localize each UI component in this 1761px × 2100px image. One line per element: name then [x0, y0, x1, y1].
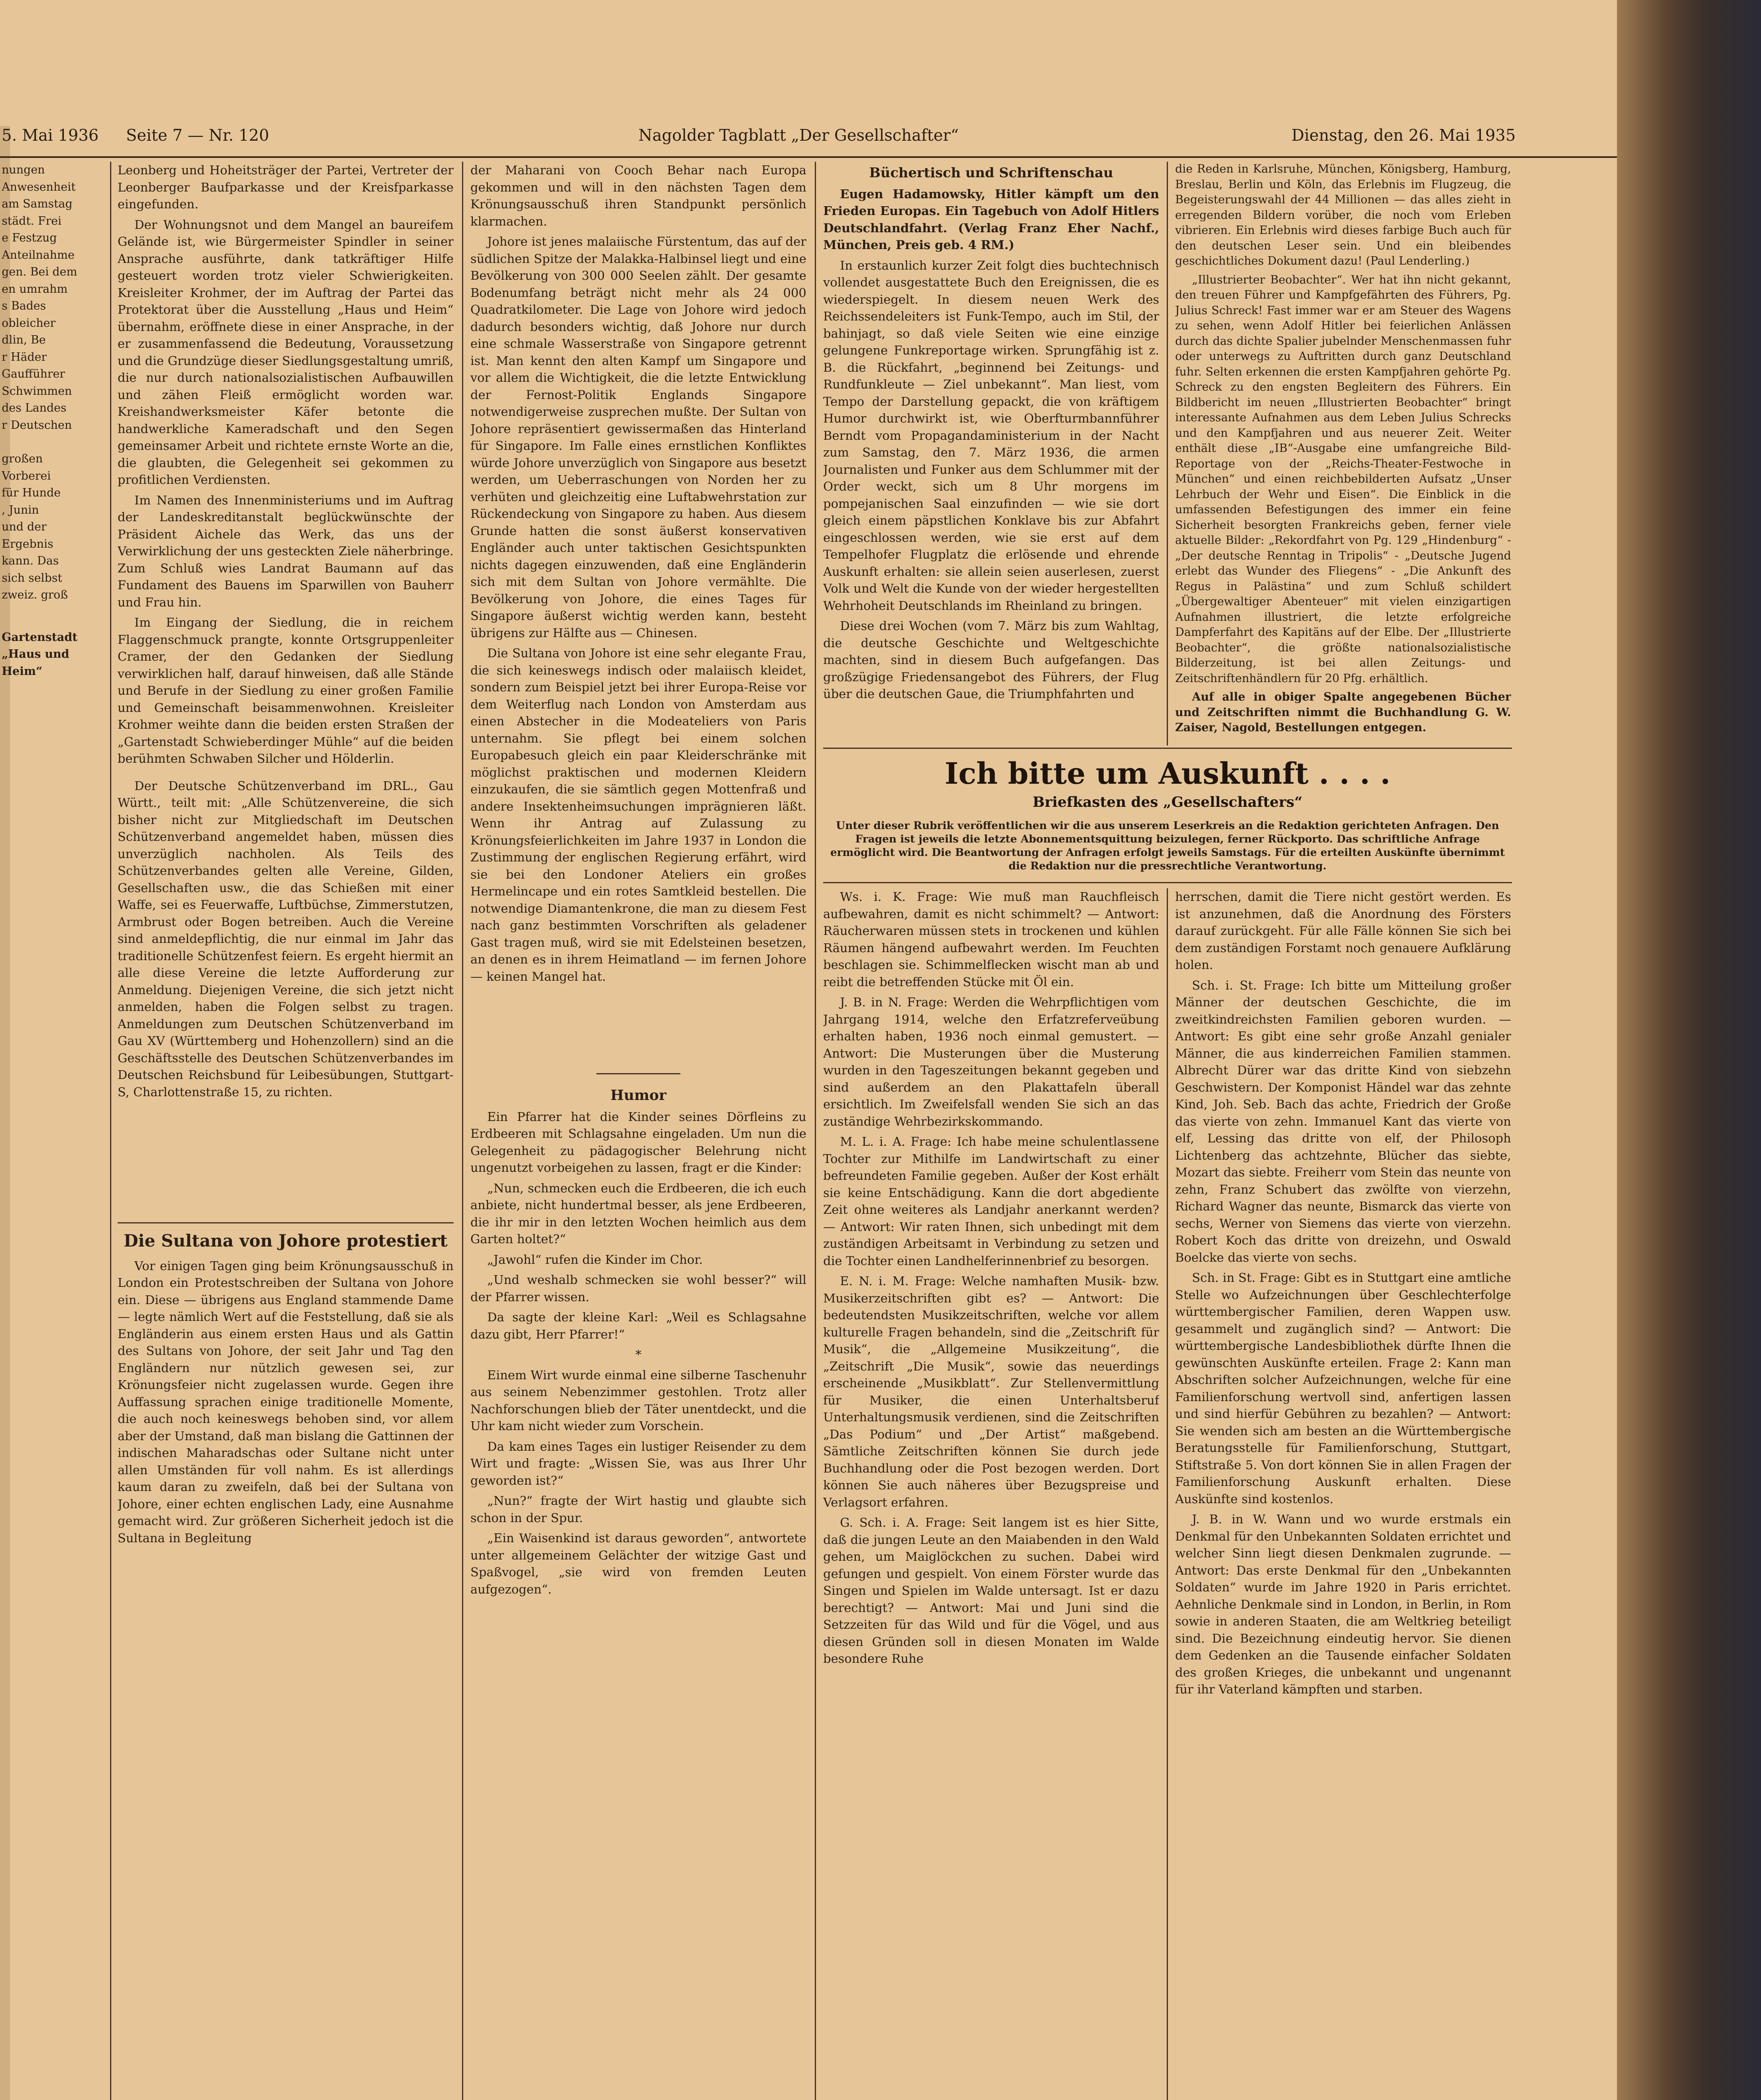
- column-1: [118, 162, 454, 1359]
- section-rule: [823, 882, 1512, 883]
- article-paragraph: „Illustrierter Beobachter“. Wer hat ihn nicht gekannt, den treuen Führer und Kampfgefährten des Führers, Pg. Julius Schreck! Fast immer war er am Steuer des Wagens zu sehen, wenn Adolf Hitler bei feierlichen Anlässen durch das dichte Spalier jubelnder Menschenmassen fuhr oder unterwegs zu Auftritten durch ganz Deutschland fuhr. Selten erkennen die ersten Kampfjahren gehörte Pg. Schreck zu den engsten Begleitern des Führers. Ein Bildbericht im neuen „Illustrierten Beobachter“ bringt interessante Aufnahmen aus dem Leben Julius Schrecks und den Kampfjahren und aus neuerer Zeit. Weiter enthält diese „IB“-Ausgabe eine umfangreiche Bild-Reportage von der „Reichs-Theater-Festwoche in München“ und einen reichbebilderten Aufsatz „Unser Lehrbuch der Wehr und Eisen“. Die Einblick in die umfassenden Befestigungen des immer ein feine Sicherheit besorgten Frankreichs geben, ferner viele aktuelle Bilder: „Rekordfahrt von Pg. 129 „Hindenburg“ - „Der deutsche Renntag in Tripolis“ - „Deutsche Jugend erlebt das Wunder des Fliegens“ - „Die Ankunft des Regus in Palästina“ und zum Schluß schildert „Übergewaltiger Abenteuer“ mit vielen einzigartigen Aufnahmen illustriert, die letzte erfolgreiche Dampferfahrt des Kapitäns auf der Elbe. Der „Illustrierte Beobachter“, die größte nationalsozialistische Bilderzeitung, ist bei allen Zeitungs- und Zeitschriftenhändlern für 20 Pfg. erhältlich.: [1175, 273, 1511, 685]
- ask-subheadline: Briefkasten des „Gesellschafters“: [1032, 794, 1303, 811]
- column-rule: [462, 162, 463, 2100]
- article-paragraph: Leonberg und Hoheitsträger der Partei, Vertreter der Leonberger Baufparkasse und der Kreisfparkasse eingefunden.: [118, 163, 454, 211]
- edge-line: gen. Bei dem: [2, 265, 77, 278]
- sultana-headline: Die Sultana von Johore protestiert: [123, 1231, 448, 1251]
- header-title: Nagolder Tagblatt „Der Gesellschafter“: [638, 126, 959, 144]
- column-rule: [815, 162, 816, 2100]
- article-paragraph: „Nun, schmecken euch die Erdbeeren, die ich euch anbiete, nicht hundertmal besser, als jene Erdbeeren, die ihr mir in den letzten Wochen heimlich aus dem Garten holtet?“: [470, 1181, 806, 1246]
- column-rule: [1167, 162, 1168, 746]
- article-paragraph: Vor einigen Tagen ging beim Krönungsausschuß in London ein Protestschreiben der Sultana von Johore ein. Diese — übrigens aus England stammende Dame — legte nämlich Wert auf die Feststellung, daß sie als Engländerin aus einem ersten Haus und als Gattin des Sultans von Johore, der seit Jahr und Tag den Engländern nur nützlich gewesen sei, zur Krönungsfeier nicht zugelassen wurde. Gegen ihre Auffassung sprachen einige traditionelle Momente, die auch noch keineswegs behoben sind, vor allem aber der Umstand, daß man bislang die Gattinnen der indischen Maharadschas oder Sultane nicht unter allen Umständen für voll nahm. Es ist allerdings kaum daran zu zweifeln, daß bei der Sultana von Johore, einer echten englischen Lady, eine Ausnahme gemacht wird. Zur größeren Sicherheit jedoch ist die Sultana in Begleitung: [118, 1258, 454, 1545]
- edge-heading: Gartenstadt „Haus und Heim“: [2, 630, 78, 678]
- article-paragraph: „Jawohl“ rufen die Kinder im Chor.: [487, 1252, 703, 1267]
- book-binding: [1617, 0, 1761, 2100]
- qa-entry: Ws. i. K. Frage: Wie muß man Rauchfleisch aufbewahren, damit es nicht schimmelt? — Antwort: Räucherwaren müssen stets in trockenen und kühlen Räumen hängend aufbewahrt werden. Im Feuchten beschlagen sie. Schimmelflecken wischt man ab und reibt die betreffenden Stücke mit Öl ein.: [823, 890, 1159, 989]
- edge-line: kann. Das: [2, 554, 59, 567]
- section-rule: [823, 748, 1512, 749]
- edge-line: sich selbst: [2, 571, 63, 585]
- section-rule: [118, 1222, 454, 1223]
- ask-column-left: [823, 888, 1159, 2100]
- edge-line: Gaufführer: [2, 368, 65, 381]
- section-rule: [596, 1073, 680, 1074]
- edge-line: obleicher: [2, 316, 56, 330]
- edge-line: Anteilnahme: [2, 248, 75, 262]
- ask-column-right: [1175, 888, 1511, 2100]
- qa-entry: E. N. i. M. Frage: Welche namhaften Musik- bzw. Musikerzeitschriften gibt es? — Antwort: Die bedeutendsten Musikzeitschriften, welche vor allem kulturelle Fragen behandeln, sind die „Zeitschrift für Musik“, die „Allgemeine Musikzeitung“, die „Zeitschrift „Die Musik“, sowie das neuerdings erscheinende „Musikblatt“. Zur Stellenvermittlung für Musiker, die einen Unterhaltsberuf Unterhaltungsmusik verdienen, sind die Zeitschriften „Das Podium“ und „Der Artist“ maßgebend. Sämtliche Zeitschriften können Sie durch jede Buchhandlung oder die Post bezogen werden. Dort können Sie auch näheres über Bezugspreise und Verlagsort erfahren.: [823, 1274, 1159, 1509]
- column-4: [1175, 162, 1511, 743]
- edge-line: Anwesenheit: [2, 180, 76, 194]
- header-left-date: 5. Mai 1936: [2, 126, 99, 144]
- qa-entry: Sch. in St. Frage: Gibt es in Stuttgart eine amtliche Stelle wo Aufzeichnungen über Geschlechterfolge württembergischer Familien, deren Wappen usw. gesammelt und zugänglich sind? — Antwort: Die württembergische Landesbibliothek dürfte Ihnen die gewünschten Auskünfte erteilen. Frage 2: Kann man Abschriften solcher Aufzeichnungen, welche für eine Familienforschung wertvoll sind, anfertigen lassen und sind hierfür Gebühren zu bezahlen? — Antwort: Sie wenden sich am besten an die Württembergische Beratungsstelle für Familienforschung, Stuttgart, Stiftstraße 5. Von dort können Sie in allen Fragen der Familienforschung Auskunft erhalten. Diese Auskünfte sind kostenlos.: [1175, 1270, 1511, 1506]
- humor-headline: Humor: [610, 1087, 667, 1104]
- bookstore-note: Auf alle in obiger Spalte angegebenen Bücher und Zeitschriften nimmt die Buchhandlung G. W. Zaiser, Nagold, Bestellungen entgegen.: [1175, 690, 1511, 734]
- article-paragraph: „Nun?“ fragte der Wirt hastig und glaubte sich schon in der Spur.: [470, 1494, 806, 1525]
- article-paragraph: Da kam eines Tages ein lustiger Reisender zu dem Wirt und fragte: „Wissen Sie, was aus Ihrer Uhr geworden ist?“: [470, 1439, 806, 1488]
- article-paragraph: der Maharani von Cooch Behar nach Europa gekommen und will in den nächsten Tagen dem Krönungsausschuß ihren Standpunkt persönlich klarmachen.: [470, 163, 806, 228]
- article-paragraph: Der Deutsche Schützenverband im DRL., Gau Württ., teilt mit: „Alle Schützenvereine, die sich bisher nicht zur Mitgliedschaft im Deutschen Schützenverband angemeldet haben, müssen dies unverzüglich nachholen. Als Teils des Schützenverbandes gelten alle Vereine, Gilden, Gesellschaften usw., die das Schießen mit einer Waffe, sei es Feuerwaffe, Luftbüchse, Zimmerstutzen, Armbrust oder Bogen betreiben. Auch die Vereine sind anmeldepflichtig, die nur einmal im Jahr das traditionelle Schützenfest feiern. Es ergeht hiermit an alle diese Vereine die letzte Aufforderung zur Anmeldung. Diejenigen Vereine, die sich jetzt nicht anmelden, haben die Folgen selbst zu tragen. Anmeldungen zum Deutschen Schützenverband im Gau XV (Württemberg und Hohenzollern) sind an die Geschäftsstelle des Deutschen Schützenverbandes im Deutschen Reichsbund für Leibesübungen, Stuttgart-S, Charlottenstraße 15, zu richten.: [118, 778, 454, 1099]
- books-headline: Büchertisch und Schriftenschau: [869, 165, 1113, 181]
- separator-star: *: [635, 1347, 642, 1362]
- books-section: [823, 162, 1159, 735]
- book-entry: Eugen Hadamowsky, Hitler kämpft um den Frieden Europas. Ein Tagebuch von Adolf Hitlers Deutschlandfahrt. (Verlag Franz Eher Nachf., München, Preis geb. 4 RM.): [823, 186, 1159, 252]
- edge-line: Ergebnis: [2, 537, 54, 551]
- page-header: [0, 126, 1617, 155]
- qa-entry: M. L. i. A. Frage: Ich habe meine schulentlassene Tochter zur Mithilfe im Landwirtschaft zu einer befreundeten Familie gegeben. Außer der Kost erhält sie keine Entschädigung. Kann die dort abgediente Zeit ohne weiteres als Landjahr anerkannt werden? — Antwort: Wir raten Ihnen, sich unbedingt mit dem zuständigen Arbeitsamt in Verbindung zu setzen und die Tochter einen Landhelferinnenbrief zu besorgen.: [823, 1134, 1159, 1268]
- article-paragraph: Da sagte der kleine Karl: „Weil es Schlagsahne dazu gibt, Herr Pfarrer!“: [470, 1310, 806, 1341]
- qa-entry: herrschen, damit die Tiere nicht gestört werden. Es ist anzunehmen, daß die Anordnung des Försters darauf zurückgeht. Für alle Fälle können Sie sich bei dem zuständigen Forstamt noch genauere Aufklärung holen.: [1175, 890, 1511, 972]
- edge-line: dlin, Be: [2, 333, 46, 346]
- edge-line: r Häder: [2, 350, 47, 364]
- edge-line: zweiz. groß: [2, 588, 68, 601]
- ask-notice: Unter dieser Rubrik veröffentlichen wir die aus unserem Leserkreis an die Redaktion gerichteten Anfragen. Den Fragen ist jeweils die letzte Abonnementsquittung beizulegen, ferner Rückporto. Das schriftliche Anfrage ermöglicht wird. Die Beantwortung der Anfragen erfolgt jeweils Samstags. Für die erteilten Auskünfte übernimmt die Redaktion nur die pressrechtliche Verantwortung.: [830, 819, 1505, 872]
- article-paragraph: Der Wohnungsnot und dem Mangel an baureifem Gelände ist, wie Bürgermeister Spindler in seiner Ansprache ausführte, dank tatkräftiger Hilfe gesteuert worden trotz vieler Schwierigkeiten. Kreisleiter Krohmer, der im Auftrag der Partei das Protektorat über die Ausstellung „Haus und Heim“ übernahm, eröffnete diese in einer Ansprache, in der er zusammenfassend die Bedeutung, Voraussetzung und die Grundzüge dieser Siedlungsgestaltung umriß, die nur durch nationalsozialistischen Aufbauwillen und zähen Fleiß ermöglicht worden war. Kreishandwerksmeister Käfer betonte die handwerkliche Kameradschaft und den Segen gemeinsamer Arbeit und richtete ernste Worte an die, die glaubten, die Gelegenheit sei gekommen zu profitlichen Verdiensten.: [118, 217, 454, 487]
- header-right-date: Dienstag, den 26. Mai 1935: [1291, 126, 1516, 144]
- edge-column: [2, 162, 107, 1170]
- qa-entry: J. B. in W. Wann und wo wurde erstmals ein Denkmal für den Unbekannten Soldaten errichtet und welcher Sinn liegt diesen Denkmalen zugrunde. — Antwort: Das erste Denkmal für den „Unbekannten Soldaten“ wurde im Jahre 1920 in Paris errichtet. Aehnliche Denkmale sind in London, in Berlin, in Rom sowie in anderen Staaten, die am Weltkrieg beteiligt sind. Die Bezeichnung eindeutig hervor. Sie dienen dem Gedenken an die Tausende einfacher Soldaten des großen Krieges, die unbekannt und ungenannt für ihr Vaterland kämpften und starben.: [1175, 1512, 1511, 1696]
- humor-section: [470, 1079, 806, 2100]
- edge-line: r Deutschen: [2, 418, 72, 432]
- edge-line: e Festzug: [2, 231, 57, 244]
- edge-line: für Hunde: [2, 486, 61, 499]
- article-paragraph: Johore ist jenes malaiische Fürstentum, das auf der südlichen Spitze der Malakka-Halbinsel liegt und eine Bevölkerung von 300 000 Seelen zählt. Der gesamte Bodenumfang beträgt nicht mehr als 24 000 Quadratkilometer. Die Lage von Johore wird jedoch dadurch besonders wichtig, daß Johore nur durch eine schmale Wasserstraße von Singapore getrennt ist. Man kennt den alten Kampf um Singapore und vor allem die Wichtigkeit, die die letzte Entwicklung der Fernost-Politik Englands Singapore notwendigerweise zusprechen mußte. Der Sultan von Johore repräsentiert gewissermaßen das Hinterland für Singapore. Im Falle eines ernstlichen Konfliktes würde Johore unverzüglich von Singapore aus besetzt werden, um Ueberraschungen von Norden her zu verhüten und gleichzeitig eine Luftabwehrstation zur Rückendeckung von Singapore zu haben. Aus diesem Grunde hatten die sonst äußerst konservativen Engländer auch unter taktischen Gesichtspunkten nichts dagegen einzuwenden, daß eine Engländerin sich mit dem Sultan von Johore vermählte. Die Bevölkerung von Johore, die eines Tages für Singapore äußerst wichtig werden kann, besteht übrigens zur Hälfte aus — Chinesen.: [470, 234, 806, 640]
- article-paragraph: Die Sultana von Johore ist eine sehr elegante Frau, die sich keineswegs indisch oder malaiisch kleidet, sondern zum Beispiel jetzt bei ihrer Europa-Reise vor dem Weiterflug nach London von Amsterdam aus einen Abstecher in die Modeateliers von Paris unternahm. Sie pflegt bei einem solchen Europabesuch gleich ein paar Kleiderschränke mit möglichst praktischen und modernen Kleidern einzukaufen, die sie sämtlich gegen Mottenfraß und andere Insektenheimsuchungen imprägnieren läßt. Wenn ihr Antrag auf Zulassung zu Krönungsfeierlichkeiten im Jahre 1937 in London die Zustimmung der englischen Regierung erfährt, wird sie bei den Londoner Ateliers ein großes Hermelincape und ein rotes Samtkleid bestellen. Die notwendige Diamantenkrone, die man zu diesem Fest nach ganz bestimmten Vorschriften als geladener Gast tragen muß, wird sie mit Edelsteinen besetzen, an denen es in ihrem Heimatland — im fernen Johore — keinen Mangel hat.: [470, 646, 806, 984]
- edge-line: nungen: [2, 163, 45, 176]
- edge-line: großen: [2, 452, 43, 465]
- column-rule: [1167, 888, 1168, 2100]
- article-paragraph: Im Namen des Innenministeriums und im Auftrag der Landeskreditanstalt beglückwünschte der Präsident Aichele das Werk, das uns der Verwirklichung der uns gesteckten Ziele näherbringe. Zum Schluß wies Landrat Baumann auf das Fundament des Bauens im Sparwillen von Bauherr und Frau hin.: [118, 493, 454, 609]
- edge-line: en umrahm: [2, 282, 68, 296]
- edge-line: Vorberei: [2, 469, 51, 483]
- article-paragraph: die Reden in Karlsruhe, München, Königsberg, Hamburg, Breslau, Berlin und Köln, das Erlebnis im Flugzeug, die Begeisterungswahl der 44 Millionen — das alles zieht in erregenden Bildern vorüber, die noch vom Erleben vibrieren. Ein Erlebnis wird dieses farbige Buch auch für den deutschen Leser sein. Und ein bleibendes geschichtliches Dokument dazu! (Paul Lenderling.): [1175, 163, 1511, 268]
- article-paragraph: „Ein Waisenkind ist daraus geworden“, antwortete unter allgemeinem Gelächter der witzige Gast und Spaßvogel, „sie wird von fremden Leuten aufgezogen“.: [470, 1531, 806, 1596]
- ask-headline: Ich bitte um Auskunft . . . .: [945, 756, 1391, 791]
- qa-entry: G. Sch. i. A. Frage: Seit langem ist es hier Sitte, daß die jungen Leute an den Maiabenden in den Wald gehen, um Maiglöckchen zu suchen. Dabei wird gefungen und gespielt. Von einem Förster wurde das Singen und Spielen im Walde untersagt. Ist er dazu berechtigt? — Antwort: Mai und Juni sind die Setzzeiten für das Wild und für die Vögel, und aus diesen Gründen soll in diesen Monaten im Walde besondere Ruhe: [823, 1515, 1159, 1666]
- header-page-number: Seite 7 — Nr. 120: [126, 126, 269, 144]
- qa-entry: Sch. i. St. Frage: Ich bitte um Mitteilung großer Männer der deutschen Geschichte, die im zweitkindreichsten Familien geboren wurden. — Antwort: Es gibt eine sehr große Anzahl genialer Männer, die aus kinderreichen Familien stammen. Albrecht Dürer war das dritte Kind von siebzehn Geschwistern. Der Komponist Händel war das zehnte Kind, Joh. Seb. Bach das achte, Friedrich der Große das vierte von zehn. Immanuel Kant das vierte von elf, Lessing das dritte von elf, der Philosoph Lichtenberg das achtzehnte, Blücher das siebte, Mozart das siebte. Freiherr vom Stein das neunte von zehn, Franz Schubert das zwölfte von vierzehn, Richard Wagner das neunte, Bismarck das vierte von sechs, Werner von Siemens das vierte von vierzehn. Robert Koch das dritte von dreizehn, und Oswald Boelcke das vierte von sechs.: [1175, 978, 1511, 1265]
- edge-line: und der: [2, 520, 47, 533]
- edge-line: , Junin: [2, 503, 39, 517]
- sultana-article: [118, 1228, 454, 2100]
- header-rule: [0, 156, 1617, 158]
- article-paragraph: Diese drei Wochen (vom 7. März bis zum Wahltag, die deutsche Geschichte und Weltgeschichte machten, sind in diesem Buch aufgefangen. Das großzügige Friedensangebot des Führers, der Flug über die deutschen Gaue, die Triumphfahrten und: [823, 619, 1159, 701]
- edge-line: s Bades: [2, 299, 46, 312]
- article-paragraph: Im Eingang der Siedlung, die in reichem Flaggenschmuck prangte, konnte Ortsgruppenleiter Cramer, der den Gedanken der Siedlung verwirklichen half, darauf hinweisen, daß alle Stände und Berufe in der Siedlung zu einer großen Familie und Gemeinschaft beisammenwohnen. Kreisleiter Krohmer weihte dann die beiden ersten Straßen der „Gartenstadt Schwieberdinger Mühle“ auf die beiden berühmten Schwaben Silcher und Hölderlin.: [118, 615, 454, 766]
- edge-line: Schwimmen: [2, 384, 72, 398]
- edge-line: des Landes: [2, 402, 67, 415]
- article-paragraph: Einem Wirt wurde einmal eine silberne Taschenuhr aus seinem Nebenzimmer gestohlen. Trotz aller Nachforschungen blieb der Täter unentdeckt, und die Uhr kam nicht wieder zum Vorschein.: [470, 1368, 806, 1433]
- column-rule: [110, 162, 111, 2100]
- edge-line: am Samstag: [2, 197, 73, 210]
- article-paragraph: Ein Pfarrer hat die Kinder seines Dörfleins zu Erdbeeren mit Schlagsahne eingeladen. Um nun die Gelegenheit zu pädagogischer Belehrung nicht ungenutzt vorbeigehen zu lassen, fragt er die Kinder:: [470, 1109, 806, 1175]
- article-paragraph: „Und weshalb schmecken sie wohl besser?“ will der Pfarrer wissen.: [470, 1273, 806, 1304]
- article-paragraph: In erstaunlich kurzer Zeit folgt dies buchtechnisch vollendet ausgestattete Buch den Ereignissen, die es wiederspiegelt. In diesem neuen Werk des Reichssendeleiters ist Funk-Tempo, auch im Stil, der bahinjagt, so daß viele Seiten wie eine einzige gelungene Funkreportage wirken. Sprungfähig ist z. B. die Rückfahrt, „beginnend bei Zeitungs- und Rundfunkleute — Ziel unbekannt“. Man liest, vom Tempo der Darstellung gepackt, die von kräftigem Humor durchwirkt ist, wie Oberfturmbannführer Berndt vom Propagandaministerium in der Nacht zum Samstag, den 7. März 1936, die armen Journalisten und Funker aus dem Schlummer mit der Order weckt, sich um 8 Uhr morgens im pompejanischen Saal einzufinden — wie sie dort gleich einem päpstlichen Konklave bis zur Abfahrt eingeschlossen werden, wie sie erst auf dem Tempelhofer Flugplatz die erlösende und ehrende Auskunft erhalten: sie allein seien auserlesen, zuerst Volk und Welt die Kunde von der wieder hergestellten Wehrhoheit Deutschlands im Rheinland zu bringen.: [823, 258, 1159, 613]
- qa-entry: J. B. in N. Frage: Werden die Wehrpflichtigen vom Jahrgang 1914, welche den Erfatzreferveübung erhalten haben, 1936 noch einmal gemustert. — Antwort: Die Musterungen über die Musterung wurden in den Tageszeitungen bekannt gegeben und sind außerdem an den Plakattafeln überall ersichtlich. Im Zweifelsfall wenden Sie sich an das zuständige Wehrbezirkskommando.: [823, 995, 1159, 1129]
- edge-line: städt. Frei: [2, 214, 62, 228]
- column-2: [470, 162, 806, 1065]
